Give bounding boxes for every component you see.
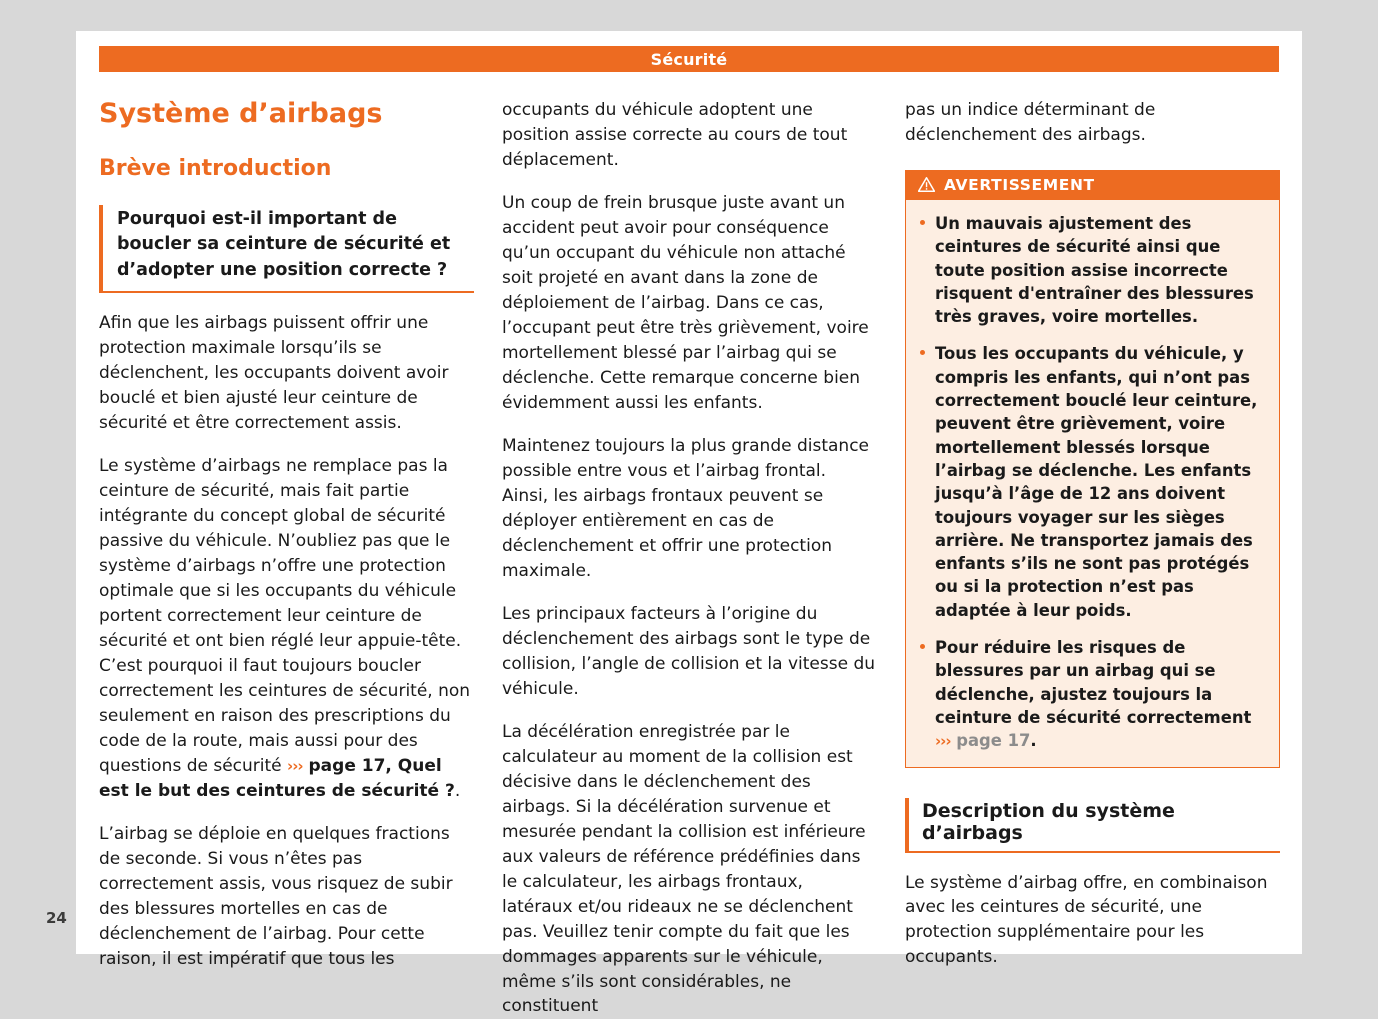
paragraph-intro-1: Afin que les airbags puissent offrir une protection maximale lorsqu’ils se déclenchent, les occupants doivent avoir bouclé et bien ajusté leur ceinture de sécurité et être correctement assis. — [99, 312, 449, 433]
cross-reference-arrows: ››› — [287, 756, 303, 775]
cross-reference-label[interactable]: page 17, Quel est le but des ceintures de sécurité ? — [99, 755, 455, 801]
paragraph-mid-4: Les principaux facteurs à l’origine du déclenchement des airbags sont le type de collision, l’angle de collision et la vitesse du véhicule. — [502, 603, 876, 699]
warning-item-text: Pour réduire les risques de blessures par un airbag qui se déclenche, ajustez toujours la ceinture de sécurité correctement — [935, 638, 1252, 727]
paragraph-right-last: Le système d’airbag offre, en combinaison avec les ceintures de sécurité, une protection supplémentaire pour les occupants. — [905, 872, 1268, 968]
warning-triangle-icon — [918, 177, 935, 192]
warning-body — [906, 200, 1279, 767]
cross-reference-arrows: ››› — [935, 732, 951, 751]
paragraph-intro-2-text: Le système d’airbags ne remplace pas la ceinture de sécurité, mais fait partie intégrante du concept global de sécurité passive du véhicule. N’oubliez pas que le système d’airbags n’offre une protection optimale que si les occupants du véhicule portent correctement leur ceinture de sécurité et ont bien réglé leur appuie-tête. C’est pourquoi il faut toujours boucler correctement les ceintures de sécurité, non seulement en raison des prescriptions du code de la route, mais aussi pour des questions de sécurité — [99, 455, 471, 776]
paragraph-mid-2: Un coup de frein brusque juste avant un accident peut avoir pour conséquence qu’un occupant du véhicule non attaché soit projeté en avant dans la zone de déploiement de l’airbag. Dans ce cas, l’occupant peut être très grièvement, voire mortellement blessé par l’airbag qui se déclenche. Cette remarque concerne bien évidemment aussi les enfants. — [502, 192, 869, 413]
question-callout: Pourquoi est-il important de boucler sa ceinture de sécurité et d’adopter une position correcte ? — [99, 205, 474, 293]
section-subtitle: Brève introduction — [99, 156, 332, 182]
warning-header — [906, 171, 1279, 200]
warning-item — [920, 342, 1265, 622]
cross-reference-label[interactable]: page 17 — [950, 731, 1031, 751]
page-header-banner — [99, 46, 1279, 72]
bullet-icon — [920, 350, 925, 355]
warning-item-text: Un mauvais ajustement des ceintures de sécurité ainsi que toute position assise incorrecte risquent d'entraîner des blessures très graves, voire mortelles. — [935, 213, 1254, 327]
paragraph-mid-3: Maintenez toujours la plus grande distance possible entre vous et l’airbag frontal. Ainsi, les airbags frontaux peuvent se déployer entièrement en cas de déclenchement et offrir une protection maximale. — [502, 435, 870, 581]
paragraph-right-1: pas un indice déterminant de déclenchement des airbags. — [905, 100, 1156, 145]
warning-item-text: Tous les occupants du véhicule, y compris les enfants, qui n’ont pas correctement bouclé leur ceinture, peuvent être grièvement, voire mortellement blessés lorsque l’airbag se déclenche. Les enfants jusqu’à l’âge de 12 ans doivent toujours voyager sur les sièges arrière. Ne transportez jamais des enfants s’ils ne sont pas protégés ou si la protection n’est pas adaptée à leur poids. — [935, 344, 1258, 620]
paragraph-intro-2-end: . — [454, 780, 461, 801]
paragraph-mid-1: occupants du véhicule adoptent une position assise correcte au cours de tout déplacement. — [502, 100, 848, 170]
warning-label: AVERTISSEMENT — [944, 175, 1095, 194]
bullet-icon — [920, 220, 925, 225]
column-left — [99, 92, 474, 972]
page-title: Système d’airbags — [99, 98, 383, 129]
section-heading-description: Description du système d’airbags — [905, 798, 1280, 853]
warning-item — [920, 636, 1265, 752]
warning-box — [905, 170, 1280, 768]
page-number: 24 — [46, 909, 67, 927]
paragraph-intro-2 — [99, 454, 474, 804]
paragraph-intro-3: L’airbag se déploie en quelques fractions de seconde. Si vous n’êtes pas correctement assis, vous risquez de subir des blessures mortelles en cas de déclenchement de l’airbag. Pour cette raison, il est impératif que tous les — [99, 823, 453, 969]
warning-item — [920, 212, 1265, 328]
column-right — [905, 92, 1280, 970]
header-title: Sécurité — [650, 49, 728, 69]
warning-item-end: . — [1030, 731, 1037, 751]
column-middle — [502, 92, 877, 1019]
content-columns — [99, 92, 1281, 1017]
bullet-icon — [920, 644, 925, 649]
paragraph-mid-5: La décélération enregistrée par le calculateur au moment de la collision est décisive dans le déclenchement des airbags. Si la décélération survenue et mesurée pendant la collision est inférieure aux valeurs de référence prédéfinies dans le calculateur, les airbags frontaux, latéraux et/ou rideaux ne se déclenchent pas. Veuillez tenir compte du fait que les dommages apparents sur le véhicule, même s’ils sont considérables, ne constituent — [502, 721, 866, 1017]
